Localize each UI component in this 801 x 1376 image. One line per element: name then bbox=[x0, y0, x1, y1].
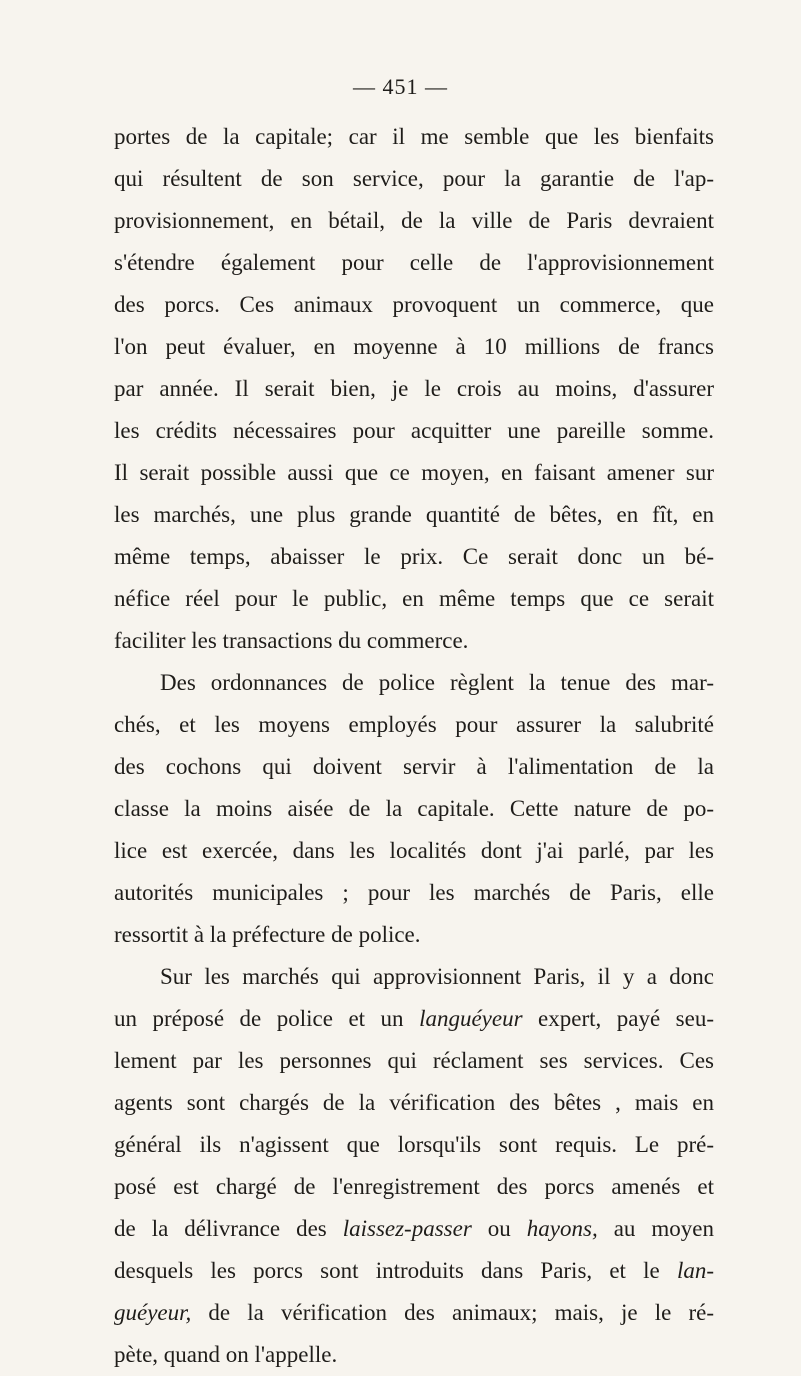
text-segment: faciliter les transactions du commerce. bbox=[114, 628, 469, 653]
italic-term: laissez-passer bbox=[342, 1216, 472, 1241]
text-line bbox=[114, 494, 714, 536]
text-line bbox=[114, 998, 714, 1040]
text-segment: Des ordonnances de police règlent la tenue des mar- bbox=[160, 670, 714, 695]
text-segment: agents sont chargés de la vérification des bêtes , mais en bbox=[114, 1090, 714, 1115]
text-segment: de la délivrance des bbox=[114, 1216, 343, 1241]
text-line bbox=[114, 746, 714, 788]
text-line bbox=[114, 788, 714, 830]
text-line bbox=[114, 704, 714, 746]
text-line bbox=[114, 1208, 714, 1250]
italic-term: hayons, bbox=[526, 1216, 598, 1241]
text-segment: portes de la capitale; car il me semble que les bienfaits bbox=[114, 124, 714, 149]
text-segment: les crédits nécessaires pour acquitter une pareille somme. bbox=[114, 418, 714, 443]
text-segment: provisionnement, en bétail, de la ville de Paris devraient bbox=[114, 208, 714, 233]
text-line bbox=[114, 956, 714, 998]
text-line bbox=[114, 242, 714, 284]
text-line bbox=[114, 830, 714, 872]
text-segment: même temps, abaisser le prix. Ce serait donc un bé- bbox=[114, 544, 714, 569]
text-line bbox=[114, 1334, 714, 1376]
text-segment: les marchés, une plus grande quantité de bêtes, en fît, en bbox=[114, 502, 714, 527]
text-segment: desquels les porcs sont introduits dans Paris, et le bbox=[114, 1258, 677, 1283]
text-segment: un préposé de police et un bbox=[114, 1006, 420, 1031]
text-segment: pète, quand on l'appelle. bbox=[114, 1342, 338, 1367]
body-text bbox=[114, 116, 714, 1376]
text-segment: autorités municipales ; pour les marchés de Paris, elle bbox=[114, 880, 714, 905]
text-segment: général ils n'agissent que lorsqu'ils sont requis. Le pré- bbox=[114, 1132, 714, 1157]
text-line bbox=[114, 1250, 714, 1292]
text-line bbox=[114, 914, 714, 956]
text-segment: posé est chargé de l'enregistrement des porcs amenés et bbox=[114, 1174, 714, 1199]
text-line bbox=[114, 452, 714, 494]
page-number: — 451 — bbox=[353, 74, 448, 99]
text-line bbox=[114, 1124, 714, 1166]
text-segment: l'on peut évaluer, en moyenne à 10 millions de francs bbox=[114, 334, 714, 359]
text-line bbox=[114, 1292, 714, 1334]
text-line bbox=[114, 536, 714, 578]
italic-term: languéyeur bbox=[419, 1006, 523, 1031]
text-line bbox=[114, 1166, 714, 1208]
text-line bbox=[114, 200, 714, 242]
text-segment: ressortit à la préfecture de police. bbox=[114, 922, 421, 947]
text-line bbox=[114, 1040, 714, 1082]
text-segment: Sur les marchés qui approvisionnent Paris, il y a donc bbox=[160, 964, 714, 989]
text-segment: néfice réel pour le public, en même temps que ce serait bbox=[114, 586, 714, 611]
text-segment: par année. Il serait bien, je le crois au moins, d'assurer bbox=[114, 376, 714, 401]
text-line bbox=[114, 578, 714, 620]
text-line bbox=[114, 872, 714, 914]
text-segment: au moyen bbox=[597, 1216, 714, 1241]
text-line bbox=[114, 326, 714, 368]
text-line bbox=[114, 158, 714, 200]
text-segment: des porcs. Ces animaux provoquent un commerce, que bbox=[114, 292, 714, 317]
text-segment: expert, payé seu- bbox=[522, 1006, 714, 1031]
text-line bbox=[114, 284, 714, 326]
text-line bbox=[114, 662, 714, 704]
text-segment: lement par les personnes qui réclament ses services. Ces bbox=[114, 1048, 714, 1073]
text-segment: lice est exercée, dans les localités dont j'ai parlé, par les bbox=[114, 838, 714, 863]
text-segment: des cochons qui doivent servir à l'alimentation de la bbox=[114, 754, 714, 779]
text-line bbox=[114, 116, 714, 158]
text-segment: Il serait possible aussi que ce moyen, en faisant amener sur bbox=[114, 460, 714, 485]
italic-term: lan- bbox=[676, 1258, 714, 1283]
text-segment: chés, et les moyens employés pour assurer la salubrité bbox=[114, 712, 714, 737]
text-line bbox=[114, 1082, 714, 1124]
text-segment: qui résultent de son service, pour la garantie de l'ap- bbox=[114, 166, 714, 191]
italic-term: guéyeur, bbox=[114, 1300, 192, 1325]
text-line bbox=[114, 620, 714, 662]
text-segment: s'étendre également pour celle de l'approvisionnement bbox=[114, 250, 714, 275]
text-segment: classe la moins aisée de la capitale. Cette nature de po- bbox=[114, 796, 714, 821]
text-line bbox=[114, 410, 714, 452]
text-segment: de la vérification des animaux; mais, je le ré- bbox=[191, 1300, 714, 1325]
text-line bbox=[114, 368, 714, 410]
text-segment: ou bbox=[471, 1216, 527, 1241]
